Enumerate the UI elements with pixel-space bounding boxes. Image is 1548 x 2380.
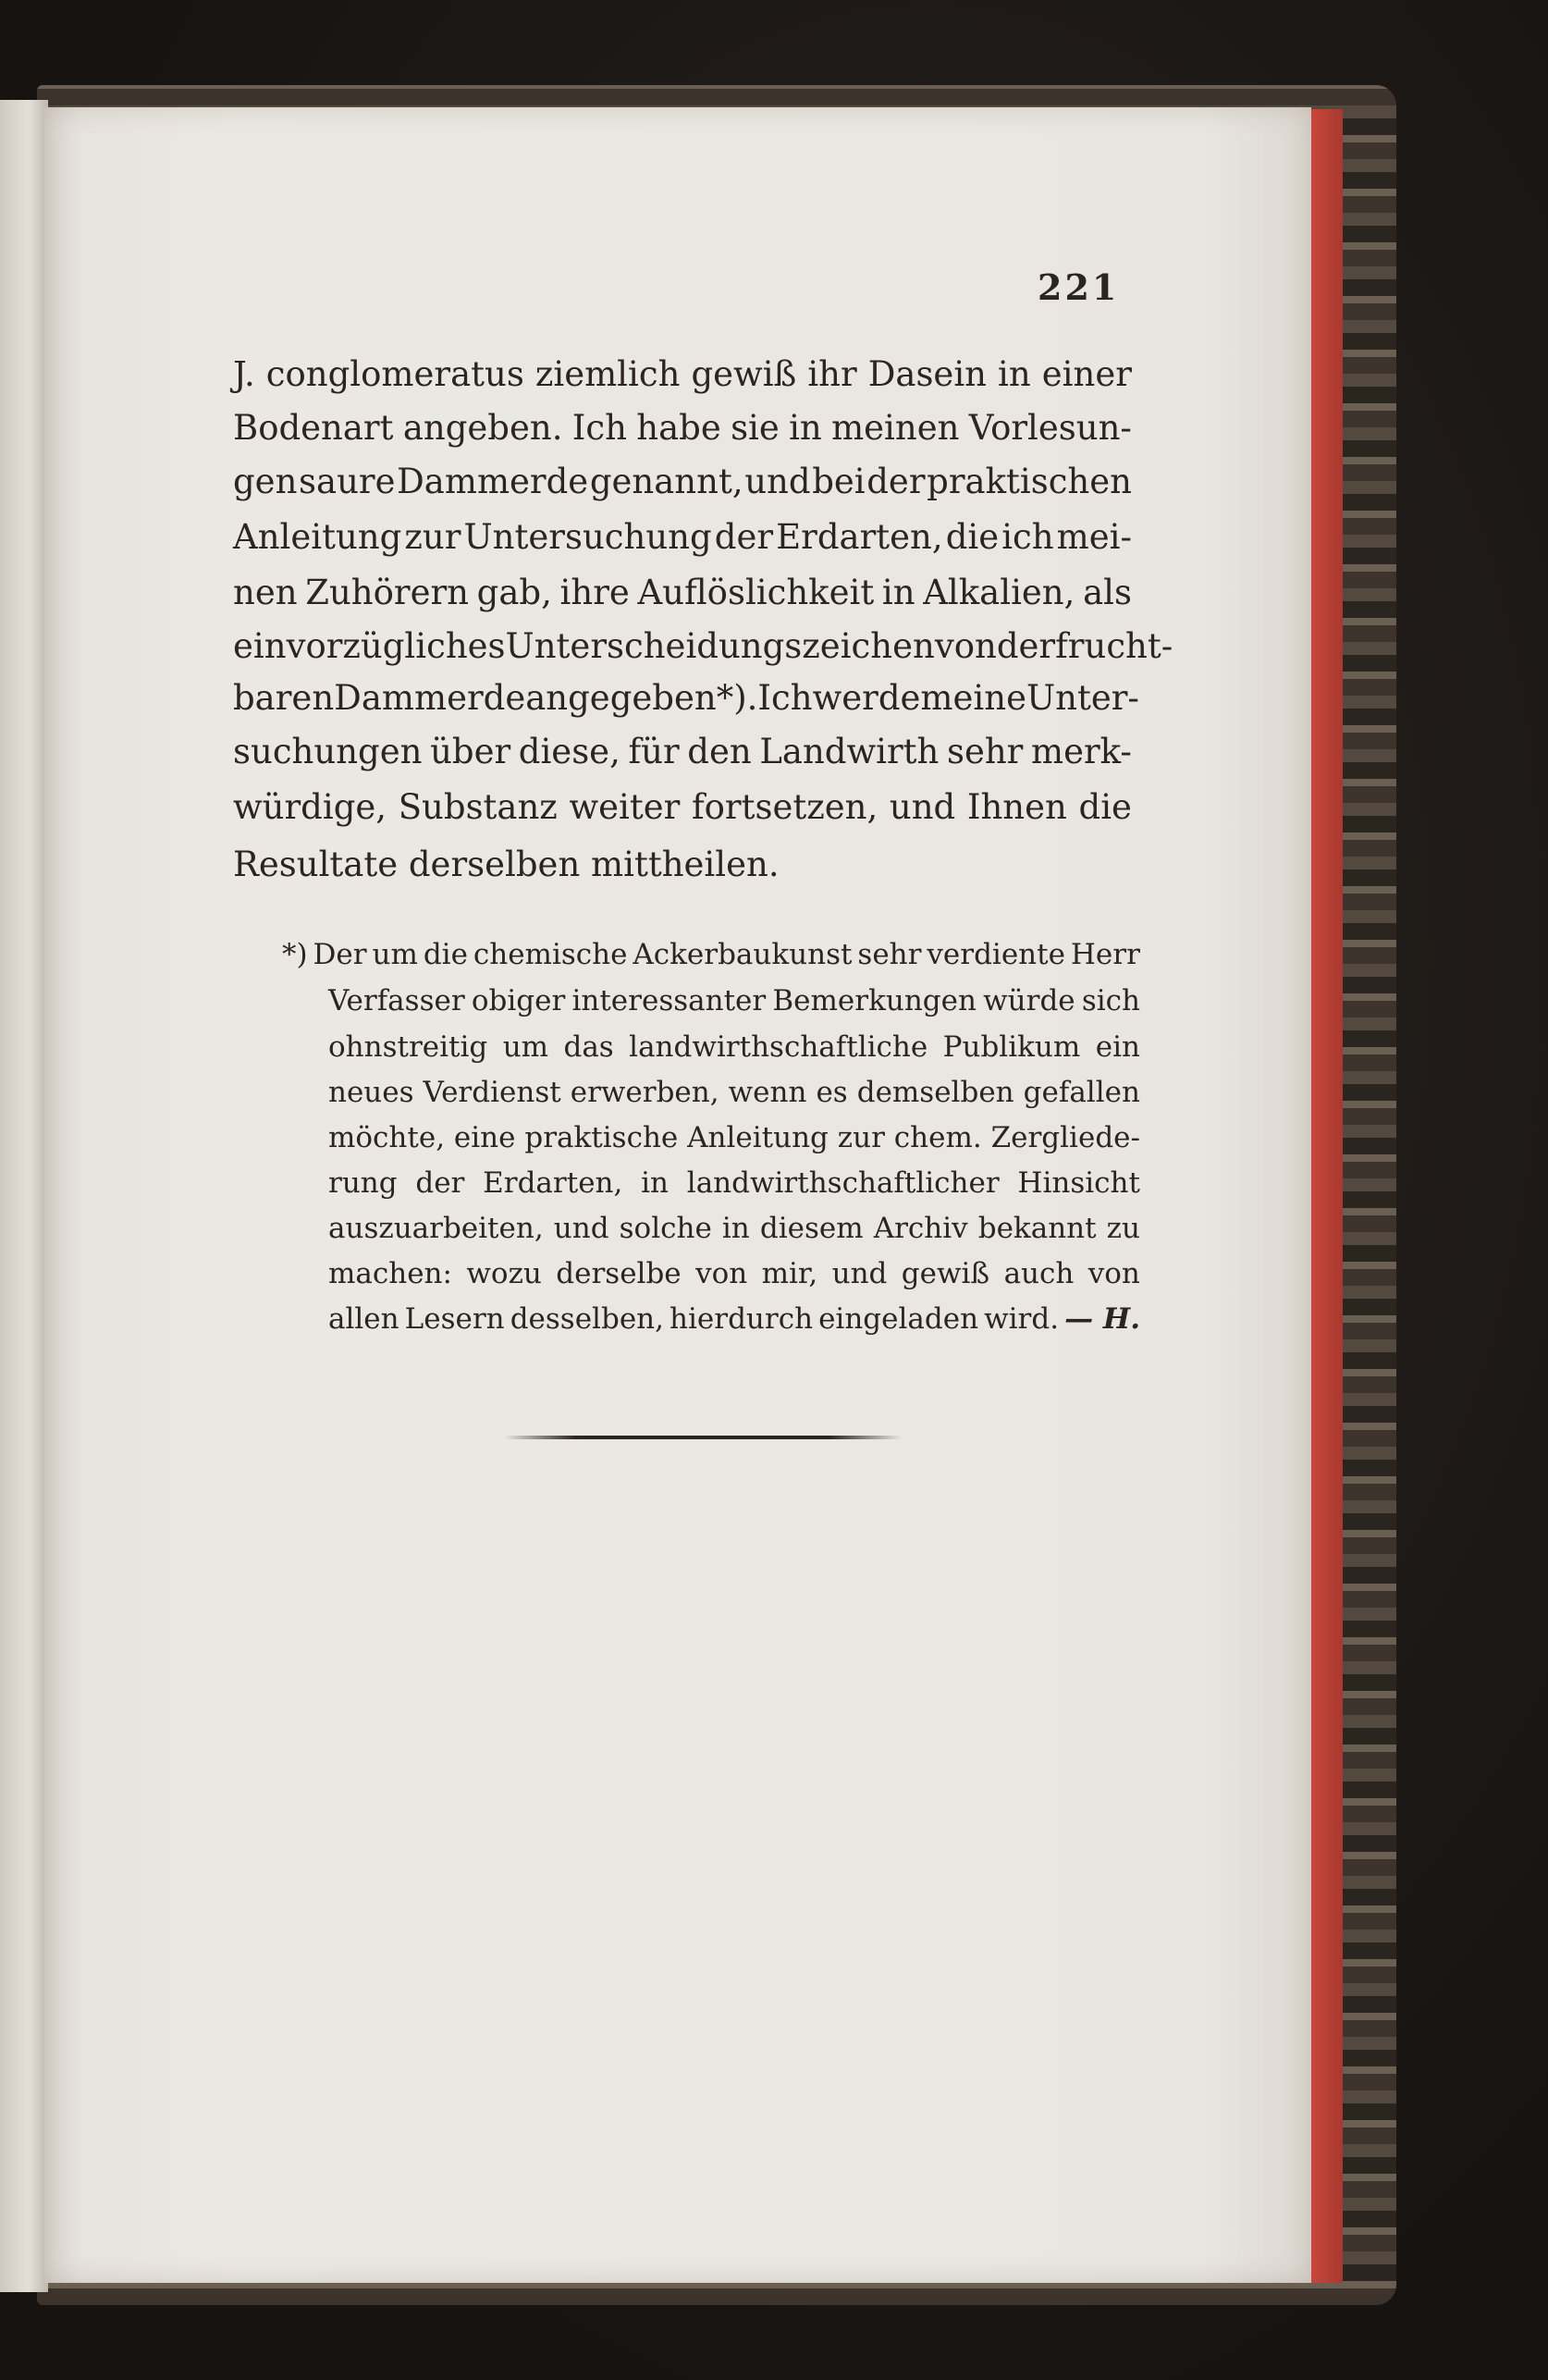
footnote-line: neues Verdienst erwerben, wenn es demselben gefallen <box>328 1076 1140 1109</box>
footnote-line: *) Der um die chemische Ackerbaukunst sehr verdiente Herr <box>282 938 1140 971</box>
section-rule <box>504 1436 902 1439</box>
body-line: Anleitung zur Untersuchung der Erdarten, die ich mei- <box>233 517 1132 557</box>
body-line: baren Dammerde angegeben *). Ich werde meine Unter- <box>233 678 1139 718</box>
body-line: Bodenart angeben. Ich habe sie in meinen Vorlesun- <box>233 408 1132 448</box>
body-line: J. conglomeratus ziemlich gewiß ihr Dasein in einer <box>233 354 1132 394</box>
footnote-line: auszuarbeiten, und solche in diesem Archiv bekannt zu <box>328 1212 1140 1245</box>
footnote-line: ohnstreitig um das landwirthschaftliche Publikum ein <box>328 1030 1140 1064</box>
facing-page-edge <box>0 100 48 2292</box>
body-line: würdige, Substanz weiter fortsetzen, und Ihnen die <box>233 787 1132 827</box>
body-line: suchungen über diese, für den Landwirth sehr merk- <box>233 732 1132 771</box>
footnote-line: rung der Erdarten, in landwirthschaftlicher Hinsicht <box>328 1166 1140 1200</box>
body-line: nen Zuhörern gab, ihre Auflöslichkeit in Alkalien, als <box>233 573 1132 612</box>
body-line: Resultate derselben mittheilen. <box>233 845 780 884</box>
footnote-line: allen Lesern desselben, hierdurch eingeladen wird. — H. <box>328 1297 1140 1342</box>
page-number: 221 <box>1038 266 1120 308</box>
body-line: ein vorzügliches Unterscheidungszeichen von der frucht- <box>233 626 1173 666</box>
footnote-signature: — H. <box>1064 1302 1140 1336</box>
footnote-line: machen: wozu derselbe von mir, und gewiß auch von <box>328 1257 1140 1290</box>
footnote-line: Verfasser obiger interessanter Bemerkungen würde sich <box>328 984 1140 1017</box>
footnote-line: möchte, eine praktische Anleitung zur chem. Zergliede- <box>328 1121 1140 1154</box>
body-line: gen saure Dammerde genannt, und bei der praktischen <box>233 462 1132 501</box>
